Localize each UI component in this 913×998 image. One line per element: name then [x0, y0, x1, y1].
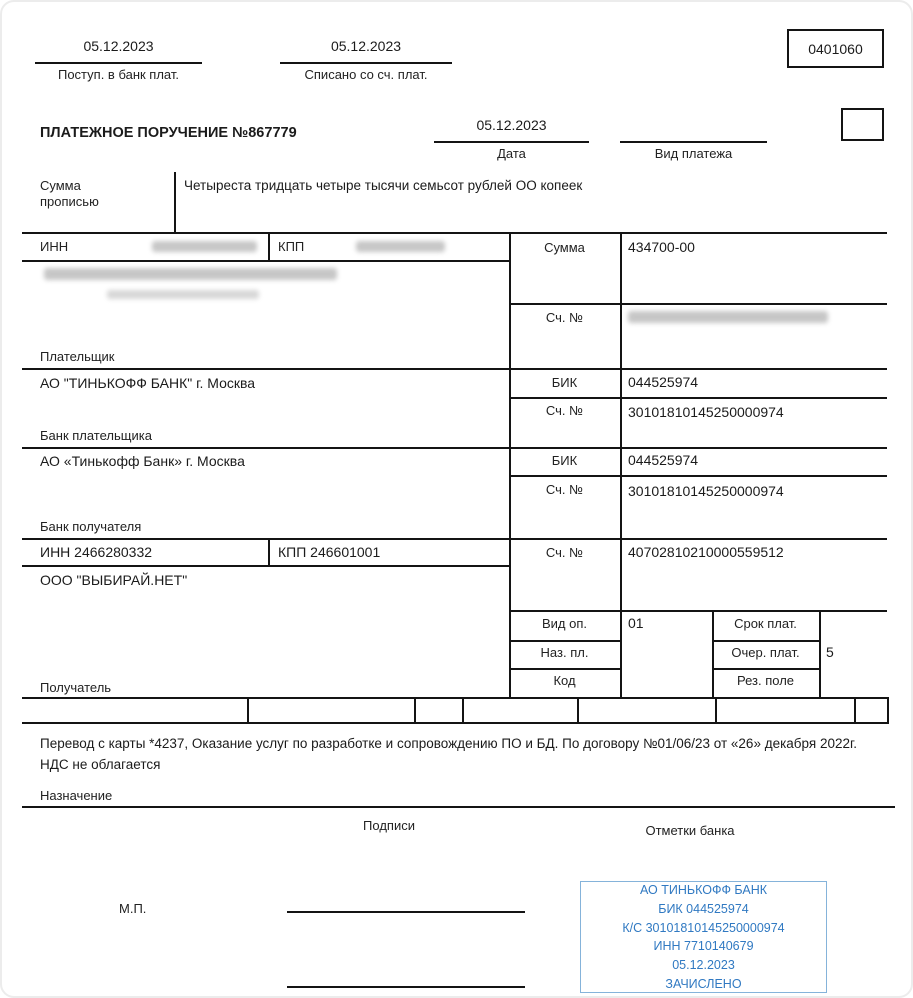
beneficiary-bank-bik-value: 044525974: [628, 452, 699, 468]
beneficiary-bank-bik-line: [509, 475, 887, 477]
beneficiary-innkpp-line: [22, 565, 509, 567]
purpose-bottom-line: [22, 806, 895, 808]
doc-date-value: 05.12.2023: [476, 117, 547, 133]
payer-section-label: Плательщик: [40, 349, 115, 364]
payer-bank-bik-value: 044525974: [628, 374, 699, 390]
amount-value: 434700-00: [628, 239, 695, 255]
payer-kpp-redacted: [356, 241, 445, 252]
payer-bank-section-label: Банк плательщика: [40, 428, 152, 443]
document-title: ПЛАТЕЖНОЕ ПОРУЧЕНИЕ №867779: [40, 125, 297, 141]
op-type-value: 01: [628, 615, 644, 631]
beneficiary-bank-bik-label: БИК: [551, 453, 578, 468]
form-code-box: [787, 29, 884, 68]
table-bottom-line: [22, 697, 887, 699]
purpose-code-label: Наз. пл.: [540, 645, 589, 660]
payer-name-redacted: [44, 268, 337, 280]
beneficiary-bank-account-label: Сч. №: [545, 482, 584, 497]
tax-cell-divider: [414, 697, 416, 724]
payer-bank-bik-line: [509, 397, 887, 399]
tax-cell-divider: [854, 697, 856, 724]
beneficiary-bank-name: АО «Тинькофф Банк» г. Москва: [40, 453, 245, 469]
beneficiary-bank-bottom-line: [22, 538, 887, 540]
payment-type-line: [620, 141, 767, 143]
tax-cell-divider: [462, 697, 464, 724]
table-top-line: [22, 232, 887, 234]
seal-label: М.П.: [119, 901, 147, 916]
term-column-right-divider: [819, 610, 821, 699]
beneficiary-name: ООО "ВЫБИРАЙ.НЕТ": [40, 572, 188, 588]
stamp-bik: БИК 044525974: [658, 901, 749, 916]
debited-date-value: 05.12.2023: [330, 38, 402, 54]
amount-words-value: Четыреста тридцать четыре тысячи семьсот рублей ОО копеек: [184, 178, 583, 193]
doc-date-line: [434, 141, 589, 143]
stamp-bank-name: АО ТИНЬКОФФ БАНК: [639, 883, 768, 897]
payment-term-label: Срок плат.: [734, 616, 797, 631]
amount-cell-label: Сумма: [544, 240, 585, 255]
payer-innkpp-line: [22, 260, 509, 262]
tax-row-bottom-line: [22, 722, 889, 724]
doc-date-label: Дата: [497, 146, 526, 161]
stamp-date: 05.12.2023: [672, 958, 735, 972]
values-column-divider: [620, 232, 622, 699]
received-date-label: Поступ. в банк плат.: [57, 67, 179, 82]
payer-inn-label: ИНН: [40, 239, 69, 254]
payer-bank-account-label: Сч. №: [545, 403, 584, 418]
signature-line-2: [287, 986, 525, 988]
purpose-section-label: Назначение: [40, 788, 113, 803]
payer-bank-account-value: 30101810145250000974: [628, 404, 784, 420]
payer-bank-bik-label: БИК: [551, 375, 578, 390]
bank-stamp: [580, 881, 827, 993]
form-code: 0401060: [808, 41, 863, 57]
tax-cell-divider: [247, 697, 249, 724]
payer-name-redacted-2: [107, 290, 259, 299]
signatures-label: Подписи: [363, 818, 415, 833]
debited-date-label: Списано со сч. плат.: [304, 67, 428, 82]
beneficiary-bank-account-value: 30101810145250000974: [628, 483, 784, 499]
reserve-field-label: Рез. поле: [736, 673, 795, 688]
amount-words-label: Сумма прописью: [40, 178, 99, 210]
tax-cell-divider: [715, 697, 717, 724]
purpose-code-row-line: [509, 668, 620, 670]
debited-date-line: [280, 62, 452, 64]
payment-purpose-text: Перевод с карты *4237, Оказание услуг по разработке и сопровождению ПО и БД. По договору №01/06/23 от «26» декабря 2022г. НДС не облагается: [40, 736, 858, 772]
payment-type-label: Вид платежа: [654, 146, 733, 161]
priority-value: 5: [826, 644, 834, 660]
payer-account-label: Сч. №: [545, 310, 584, 325]
beneficiary-innkpp-divider: [268, 538, 270, 567]
payer-bank-bottom-line: [22, 447, 887, 449]
tax-cell-divider: [577, 697, 579, 724]
op-type-label: Вид оп.: [541, 616, 587, 631]
beneficiary-bank-section-label: Банк получателя: [40, 519, 142, 534]
stamp-status: ЗАЧИСЛЕНО: [665, 976, 742, 991]
beneficiary-account-line: [509, 610, 887, 612]
beneficiary-account-value: 40702810210000559512: [628, 544, 784, 560]
received-date-line: [35, 62, 202, 64]
beneficiary-kpp: КПП 246601001: [278, 544, 381, 560]
payer-inn-redacted: [152, 241, 257, 252]
stamp-inn: ИНН 7710140679: [653, 939, 754, 954]
stamp-corr-account: К/С 30101810145250000974: [622, 920, 785, 935]
tax-row-right-divider: [887, 697, 889, 724]
payer-innkpp-divider: [268, 232, 270, 262]
amount-words-divider: [174, 172, 176, 234]
op-type-row-line: [509, 640, 620, 642]
payment-type-box: [841, 108, 884, 141]
payer-bottom-line: [22, 368, 887, 370]
payer-account-redacted: [628, 311, 828, 323]
beneficiary-account-label: Сч. №: [545, 545, 584, 560]
bank-marks-label: Отметки банка: [645, 823, 735, 838]
beneficiary-section-label: Получатель: [40, 680, 112, 695]
beneficiary-inn: ИНН 2466280332: [40, 544, 153, 560]
priority-label: Очер. плат.: [731, 645, 800, 660]
code-label: Код: [553, 673, 576, 688]
amount-row-line: [509, 303, 887, 305]
signature-line-1: [287, 911, 525, 913]
priority-row-line: [712, 668, 819, 670]
payer-bank-name: АО "ТИНЬКОФФ БАНК" г. Москва: [40, 375, 256, 391]
payer-kpp-label: КПП: [278, 239, 305, 254]
received-date-value: 05.12.2023: [83, 38, 154, 54]
term-row-line: [712, 640, 819, 642]
